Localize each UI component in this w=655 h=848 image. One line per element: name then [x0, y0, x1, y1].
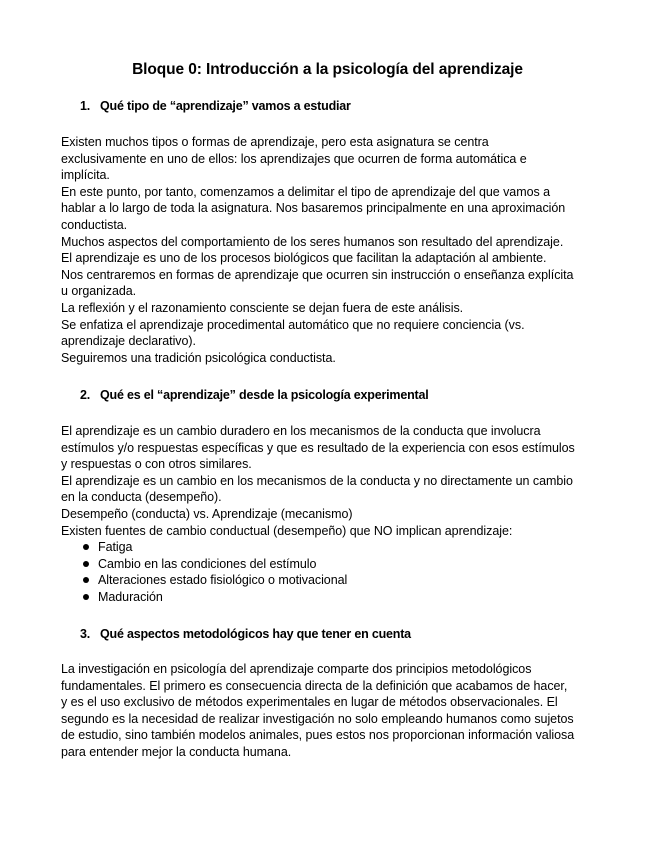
text-line: Desempeño (conducta) vs. Aprendizaje (mecanismo): [61, 506, 353, 521]
text-line: implícita.: [61, 168, 110, 183]
text-line: La investigación en psicología del aprendizaje comparte dos principios metodológicos: [61, 662, 532, 676]
text-line: y es el uso exclusivo de métodos experimentales en lugar de métodos observacionales. El: [61, 695, 558, 710]
bullet-list: [61, 539, 601, 605]
section-3-heading: [80, 626, 411, 643]
section-1-title: Qué tipo de “aprendizaje” vamos a estudiar: [100, 99, 351, 113]
text-line: Existen fuentes de cambio conductual (desempeño) que NO implican aprendizaje:: [61, 523, 513, 538]
text-line: fundamentales. El primero es consecuencia directa de la definición que acabamos de hacer,: [61, 678, 568, 693]
text-line: para entender mejor la conducta humana.: [61, 744, 292, 759]
list-item: Maduración: [61, 589, 601, 606]
list-item: Cambio en las condiciones del estímulo: [61, 556, 601, 573]
text-line: conductista.: [61, 217, 128, 232]
page-title: Bloque 0: Introducción a la psicología del aprendizaje: [132, 61, 523, 78]
section-2-body: [61, 423, 601, 606]
section-3-number: 3.: [80, 627, 91, 641]
list-item: Fatiga: [61, 539, 601, 556]
text-line: Se enfatiza el aprendizaje procedimental automático que no requiere conciencia (vs.: [61, 317, 525, 332]
text-line: estímulos y/o respuestas específicas y que es resultado de la experiencia con esos estímulos: [61, 440, 575, 455]
text-line: Muchos aspectos del comportamiento de los seres humanos son resultado del aprendizaje.: [61, 234, 564, 249]
text-line: El aprendizaje es un cambio en los mecanismos de la conducta y no directamente un cambio: [61, 473, 573, 488]
text-line: u organizada.: [61, 284, 137, 299]
text-line: en la conducta (desempeño).: [61, 490, 222, 505]
section-1-body: [61, 134, 601, 366]
section-2-number: 2.: [80, 388, 91, 402]
text-line: El aprendizaje es uno de los procesos biológicos que facilitan la adaptación al ambiente.: [61, 251, 547, 266]
text-line: exclusivamente en uno de ellos: los aprendizajes que ocurren de forma automática e: [61, 151, 527, 166]
text-line: hablar a lo largo de toda la asignatura. Nos basaremos principalmente en una aproximación: [61, 201, 566, 216]
text-line: El aprendizaje es un cambio duradero en los mecanismos de la conducta que involucra: [61, 424, 541, 438]
text-line: Nos centraremos en formas de aprendizaje que ocurren sin instrucción o enseñanza explícita: [61, 267, 574, 282]
text-line: En este punto, por tanto, comenzamos a delimitar el tipo de aprendizaje del que vamos a: [61, 184, 550, 199]
text-line: Seguiremos una tradición psicológica conductista.: [61, 350, 336, 365]
text-line: de estudio, sino también modelos animales, pues estos nos proporcionan información valiosa: [61, 728, 575, 743]
text-line: La reflexión y el razonamiento consciente se dejan fuera de este análisis.: [61, 300, 464, 315]
section-3-body: [61, 661, 601, 761]
section-1-number: 1.: [80, 99, 91, 113]
section-3-title: Qué aspectos metodológicos hay que tener en cuenta: [100, 627, 411, 641]
list-item: Alteraciones estado fisiológico o motivacional: [61, 572, 601, 589]
text-line: Existen muchos tipos o formas de aprendizaje, pero esta asignatura se centra: [61, 135, 489, 149]
section-2-title: Qué es el “aprendizaje” desde la psicología experimental: [100, 388, 429, 402]
text-line: segundo es la necesidad de realizar investigación no solo empleando humanos como sujetos: [61, 711, 574, 726]
text-line: y respuestas o con otros similares.: [61, 457, 252, 472]
section-2-heading: [80, 387, 429, 404]
section-1-heading: [80, 98, 351, 115]
text-line: aprendizaje declarativo).: [61, 334, 196, 349]
